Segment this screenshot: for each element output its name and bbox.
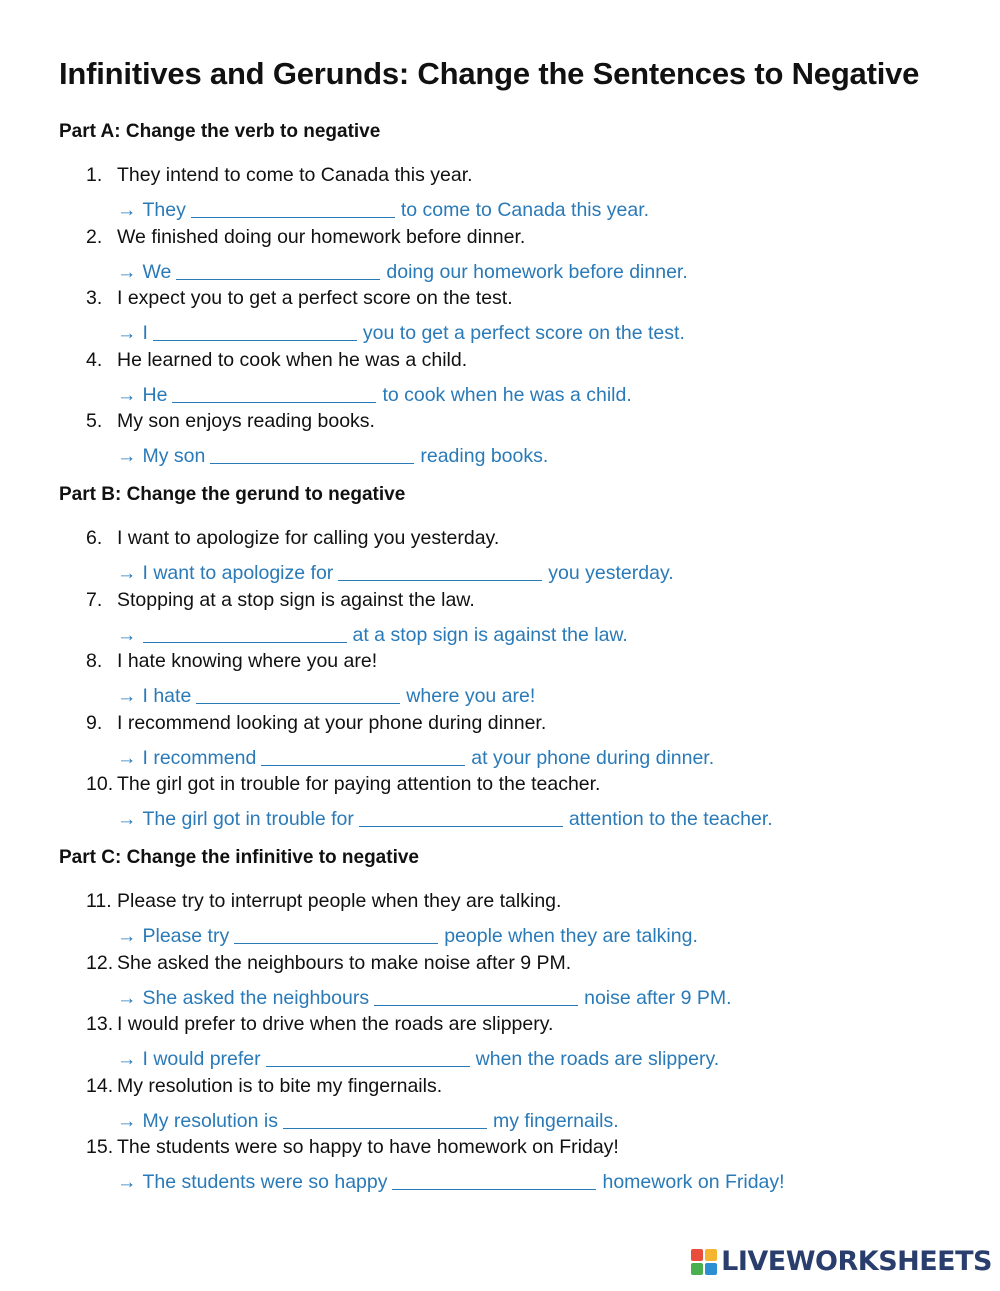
item-sentence: Stopping at a stop sign is against the law.: [117, 588, 475, 611]
item-answer-line: [117, 804, 773, 831]
answer-before: He: [142, 383, 168, 406]
answer-blank[interactable]: [392, 1169, 596, 1190]
logo-square: [691, 1249, 703, 1261]
item-sentence: The girl got in trouble for paying attention to the teacher.: [117, 773, 601, 795]
answer-blank[interactable]: [338, 560, 542, 581]
answer-before: My resolution is: [142, 1109, 278, 1132]
item-number: 13.: [86, 1013, 114, 1035]
item-sentence: The students were so happy to have homework on Friday!: [117, 1136, 619, 1158]
answer-after: attention to the teacher.: [568, 808, 773, 830]
item-answer-line: [117, 558, 674, 585]
item-sentence: They intend to come to Canada this year.: [117, 164, 473, 186]
item-number: 10.: [86, 773, 114, 795]
item-number: 14.: [86, 1074, 114, 1097]
answer-blank[interactable]: [374, 985, 578, 1006]
item-number: 3.: [86, 287, 103, 309]
answer-after: when the roads are slippery.: [475, 1048, 720, 1070]
item-sentence: She asked the neighbours to make noise after 9 PM.: [117, 951, 572, 974]
answer-blank[interactable]: [153, 320, 357, 341]
answer-after: at a stop sign is against the law.: [352, 623, 628, 646]
arrow-icon: →: [117, 986, 137, 1009]
item-sentence: My son enjoys reading books.: [117, 410, 375, 432]
arrow-icon: →: [117, 808, 137, 830]
item-sentence: I would prefer to drive when the roads are slippery.: [117, 1013, 554, 1035]
item-answer-line: [117, 257, 688, 284]
answer-blank[interactable]: [172, 382, 376, 403]
liveworksheets-logo: [691, 1246, 992, 1277]
item-sentence: I hate knowing where you are!: [117, 650, 378, 672]
answer-after: you yesterday.: [548, 562, 674, 584]
answer-after: at your phone during dinner.: [471, 746, 715, 769]
item-answer-line: [117, 921, 698, 948]
item-answer-line: [117, 1167, 785, 1194]
item-answer-line: [117, 620, 628, 647]
answer-blank[interactable]: [261, 745, 465, 766]
answer-before: The students were so happy: [142, 1171, 388, 1193]
answer-before: She asked the neighbours: [142, 986, 370, 1009]
answer-before: The girl got in trouble for: [142, 808, 354, 830]
brand-name: LIVEWORKSHEETS: [721, 1246, 992, 1277]
item-answer-line: [117, 1044, 719, 1071]
arrow-icon: →: [117, 260, 137, 283]
item-answer-line: [117, 318, 685, 345]
item-sentence: We finished doing our homework before dinner.: [117, 225, 526, 248]
answer-blank[interactable]: [234, 923, 438, 944]
item-sentence: He learned to cook when he was a child.: [117, 348, 468, 371]
part-b-heading: Part B: Change the gerund to negative: [59, 484, 406, 505]
answer-after: people when they are talking.: [444, 925, 698, 947]
logo-squares-icon: [691, 1249, 717, 1275]
item-answer-line: [117, 380, 632, 407]
answer-blank[interactable]: [191, 197, 395, 218]
answer-before: I: [142, 322, 148, 344]
answer-after: where you are!: [406, 685, 536, 707]
arrow-icon: →: [117, 925, 137, 947]
arrow-icon: →: [117, 1171, 137, 1193]
answer-blank[interactable]: [210, 443, 414, 464]
answer-before: I would prefer: [142, 1048, 261, 1070]
item-number: 6.: [86, 527, 103, 549]
item-answer-line: [117, 681, 535, 708]
item-number: 11.: [86, 890, 112, 912]
item-answer-line: [117, 983, 732, 1010]
arrow-icon: →: [117, 1048, 137, 1070]
answer-before: Please try: [142, 925, 230, 947]
item-sentence: I want to apologize for calling you yesterday.: [117, 527, 500, 549]
item-number: 2.: [86, 225, 103, 248]
answer-before: I recommend: [142, 746, 257, 769]
item-answer-line: [117, 441, 548, 468]
answer-after: to cook when he was a child.: [382, 383, 632, 406]
part-c-heading: Part C: Change the infinitive to negative: [59, 847, 419, 868]
arrow-icon: →: [117, 199, 137, 221]
logo-square: [705, 1249, 717, 1261]
arrow-icon: →: [117, 562, 137, 584]
item-answer-line: [117, 195, 649, 222]
item-answer-line: [117, 743, 714, 770]
answer-after: you to get a perfect score on the test.: [362, 322, 685, 344]
arrow-icon: →: [117, 746, 137, 769]
answer-blank[interactable]: [196, 683, 400, 704]
arrow-icon: →: [117, 445, 137, 467]
item-number: 9.: [86, 711, 103, 734]
item-sentence: My resolution is to bite my fingernails.: [117, 1074, 443, 1097]
item-sentence: I recommend looking at your phone during dinner.: [117, 711, 547, 734]
item-number: 15.: [86, 1136, 114, 1158]
answer-after: noise after 9 PM.: [584, 986, 732, 1009]
answer-before: We: [142, 260, 172, 283]
item-sentence: Please try to interrupt people when they are talking.: [117, 890, 562, 912]
answer-blank[interactable]: [143, 622, 347, 643]
item-number: 8.: [86, 650, 103, 672]
answer-blank[interactable]: [283, 1108, 487, 1129]
item-number: 4.: [86, 348, 103, 371]
item-number: 5.: [86, 410, 103, 432]
item-answer-line: [117, 1106, 619, 1133]
answer-after: my fingernails.: [492, 1109, 619, 1132]
answer-before: My son: [142, 445, 206, 467]
answer-after: doing our homework before dinner.: [386, 260, 688, 283]
answer-before: I hate: [142, 685, 192, 707]
arrow-icon: →: [117, 383, 137, 406]
answer-blank[interactable]: [266, 1046, 470, 1067]
arrow-icon: →: [117, 1109, 137, 1132]
logo-square: [691, 1263, 703, 1275]
item-sentence: I expect you to get a perfect score on the test.: [117, 287, 513, 309]
arrow-icon: →: [117, 685, 137, 707]
page-title: Infinitives and Gerunds: Change the Sentences to Negative: [59, 56, 920, 91]
item-number: 12.: [86, 951, 114, 974]
answer-blank[interactable]: [359, 806, 563, 827]
answer-before: I want to apologize for: [142, 562, 334, 584]
arrow-icon: →: [117, 322, 137, 344]
answer-blank[interactable]: [176, 259, 380, 280]
item-number: 1.: [86, 164, 103, 186]
answer-after: homework on Friday!: [602, 1171, 785, 1193]
answer-after: to come to Canada this year.: [400, 199, 650, 221]
arrow-icon: →: [117, 623, 137, 646]
part-a-heading: Part A: Change the verb to negative: [59, 121, 381, 142]
answer-before: They: [142, 199, 186, 221]
item-number: 7.: [86, 588, 103, 611]
logo-square: [705, 1263, 717, 1275]
answer-after: reading books.: [420, 445, 549, 467]
